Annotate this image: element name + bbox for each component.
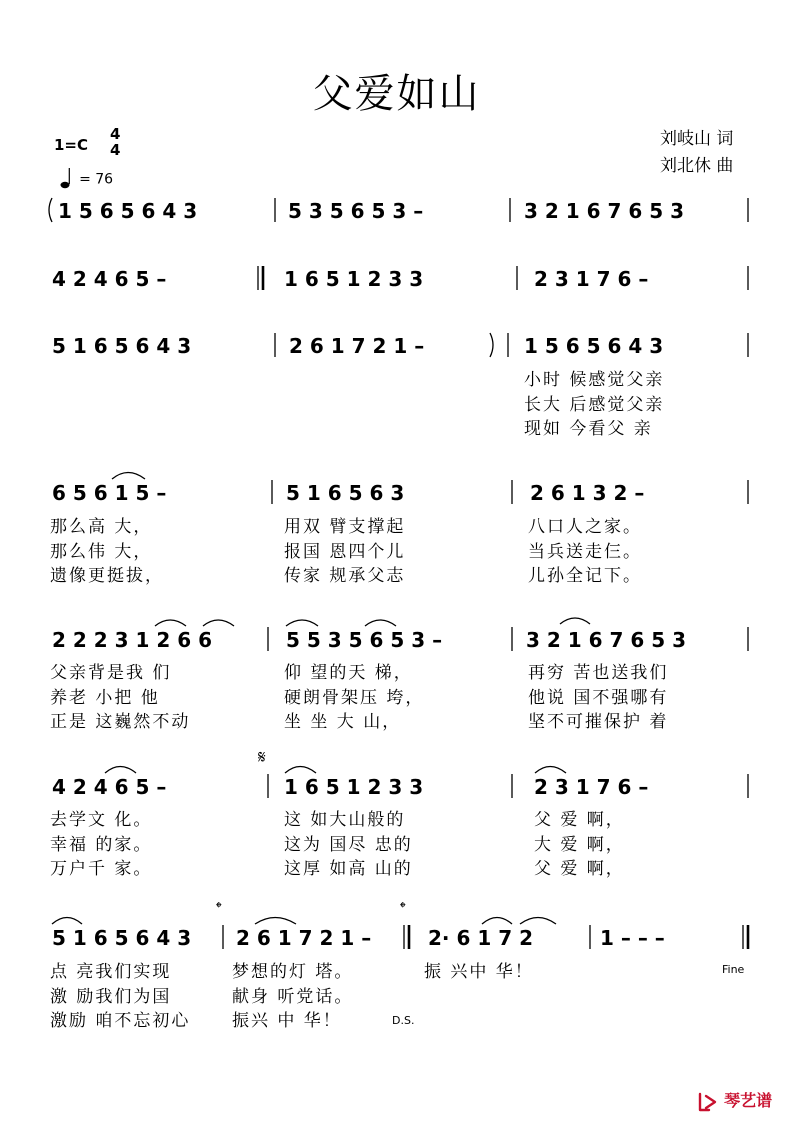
- lyric-row5-v2-b: 硬朗骨架压 垮，: [284, 688, 425, 708]
- notes-row7-m4: 1 – – –: [600, 926, 665, 950]
- lyric-row6-v1-c: 父 爱 啊，: [534, 810, 625, 830]
- slur: [520, 918, 556, 925]
- lyric-row6-v3-c: 父 爱 啊，: [534, 859, 625, 879]
- tempo-value: = 76: [79, 171, 114, 188]
- ds-mark: D.S.: [392, 1014, 415, 1027]
- notes-row3-m2: 2 6 1 7 2 1 –: [289, 334, 425, 358]
- lyric-row6-v1-b: 这 如大山般的: [284, 810, 406, 830]
- lyric-row7-v2-b: 献身 听党话。: [232, 987, 354, 1007]
- lyric-row3-v1: 小时 候感觉父亲: [524, 370, 665, 390]
- notes-row6-m1: 4 2 4 6 5 –: [52, 775, 167, 799]
- notes-row1-m3: 3 2 1 6 7 6 5 3: [524, 199, 685, 223]
- slur: [285, 767, 316, 774]
- slur: [255, 918, 296, 925]
- key-signature: 1=C: [54, 136, 89, 154]
- lyric-row5-v3-a: 正是 这巍然不动: [50, 712, 191, 732]
- lyric-row5-v3-b: 坐 坐 大 山，: [284, 712, 402, 732]
- notes-row4-m3: 2 6 1 3 2 –: [530, 481, 645, 505]
- slur: [155, 620, 186, 626]
- lyric-row5-v1-a: 父亲背是我 们: [50, 663, 172, 683]
- notes-row6-m2: 1 6 5 1 2 3 3: [284, 775, 424, 799]
- segno-mark: 𝄋: [258, 747, 266, 768]
- lyric-row5-v3-c: 坚不可摧保护 着: [528, 712, 669, 732]
- bracket-close: [490, 333, 493, 357]
- song-title: 父爱如山: [312, 71, 481, 117]
- notes-row5-m1: 2 2 2 3 1 2 6 6: [52, 628, 213, 652]
- lyric-row4-v2-c: 当兵送走仨。: [528, 542, 642, 562]
- lyric-row6-v2-b: 这为 国尽 忠的: [284, 835, 413, 855]
- notes-row6-m3: 2 3 1 7 6 –: [534, 775, 649, 799]
- coda-mark-2: 𝄌: [400, 898, 406, 917]
- lyric-row4-v3-b: 传家 规承父志: [284, 566, 406, 586]
- notes-row7-m3: 2· 6 1 7 2: [428, 926, 534, 950]
- notes-row7-m1: 5 1 6 5 6 4 3: [52, 926, 192, 950]
- lyric-row4-v3-a: 遗像更挺拔，: [50, 566, 164, 586]
- lyricist-credit: 刘岐山 词: [660, 129, 734, 149]
- lyric-row5-v1-b: 仰 望的天 梯，: [284, 663, 413, 683]
- lyric-row5-v2-c: 他说 国不强哪有: [528, 688, 669, 708]
- logo-text: 琴艺谱: [724, 1091, 773, 1110]
- bracket-open: [49, 198, 52, 222]
- notes-row2-m1: 4 2 4 6 5 –: [52, 267, 167, 291]
- lyric-row7-v2-a: 激 励我们为国: [50, 987, 172, 1007]
- notes-row1-m2: 5 3 5 6 5 3 –: [288, 199, 424, 223]
- notes-row7-m2: 2 6 1 7 2 1 –: [236, 926, 372, 950]
- time-signature-bottom: 4: [110, 141, 121, 159]
- lyric-row4-v3-c: 儿孙全记下。: [528, 566, 642, 586]
- coda-mark-1: 𝄌: [216, 898, 222, 917]
- lyric-row4-v2-b: 报国 恩四个儿: [284, 542, 406, 562]
- lyric-row6-v2-c: 大 爱 啊，: [534, 835, 625, 855]
- lyric-row4-v2-a: 那么伟 大，: [50, 542, 153, 562]
- lyric-row5-v1-c: 再穷 苦也送我们: [528, 663, 669, 683]
- lyric-row3-v2: 长大 后感觉父亲: [524, 395, 665, 415]
- lyric-row4-v1-c: 八口人之家。: [528, 517, 642, 537]
- lyric-row6-v2-a: 幸福 的家。: [50, 835, 153, 855]
- lyric-row4-v1-a: 那么高 大，: [50, 517, 153, 537]
- lyric-row7-v1-a: 点 亮我们实现: [50, 962, 172, 982]
- slur: [52, 918, 82, 925]
- lyric-row6-v3-a: 万户千 家。: [50, 859, 153, 879]
- lyric-row6-v1-a: 去学文 化。: [50, 810, 153, 830]
- slur: [203, 620, 234, 626]
- notes-row2-m3: 2 3 1 7 6 –: [534, 267, 649, 291]
- lyric-row3-v3: 现如 今看父 亲: [524, 419, 653, 439]
- notes-row4-m1: 6 5 6 1 5 –: [52, 481, 167, 505]
- lyric-row7-v1-c: 振 兴中 华！: [424, 962, 534, 982]
- notes-row4-m2: 5 1 6 5 6 3: [286, 481, 405, 505]
- lyric-row7-v3-b: 振兴 中 华！: [232, 1011, 342, 1031]
- slur: [112, 473, 145, 480]
- lyric-row7-v3-a: 激励 咱不忘初心: [50, 1011, 191, 1031]
- lyric-row7-v1-b: 梦想的灯 塔。: [232, 962, 354, 982]
- notes-row3-m1: 5 1 6 5 6 4 3: [52, 334, 192, 358]
- slur: [286, 620, 318, 626]
- slur: [365, 620, 396, 626]
- slur: [105, 767, 136, 774]
- lyric-row6-v3-b: 这厚 如高 山的: [284, 859, 413, 879]
- fine-mark: Fine: [722, 963, 745, 976]
- slur: [535, 767, 566, 774]
- notes-row5-m3: 3 2 1 6 7 6 5 3: [526, 628, 687, 652]
- notes-row3-m3: 1 5 6 5 6 4 3: [524, 334, 664, 358]
- lyric-row4-v1-b: 用双 臂支撑起: [284, 517, 406, 537]
- notes-row5-m2: 5 5 3 5 6 5 3 –: [286, 628, 443, 652]
- notes-row1-m1: 1 5 6 5 6 4 3: [58, 199, 198, 223]
- lyric-row5-v2-a: 养老 小把 他: [50, 688, 160, 708]
- slur: [482, 918, 512, 925]
- composer-credit: 刘北休 曲: [660, 156, 734, 176]
- time-signature-top: 4: [110, 125, 121, 143]
- notes-row2-m2: 1 6 5 1 2 3 3: [284, 267, 424, 291]
- slur: [560, 618, 590, 624]
